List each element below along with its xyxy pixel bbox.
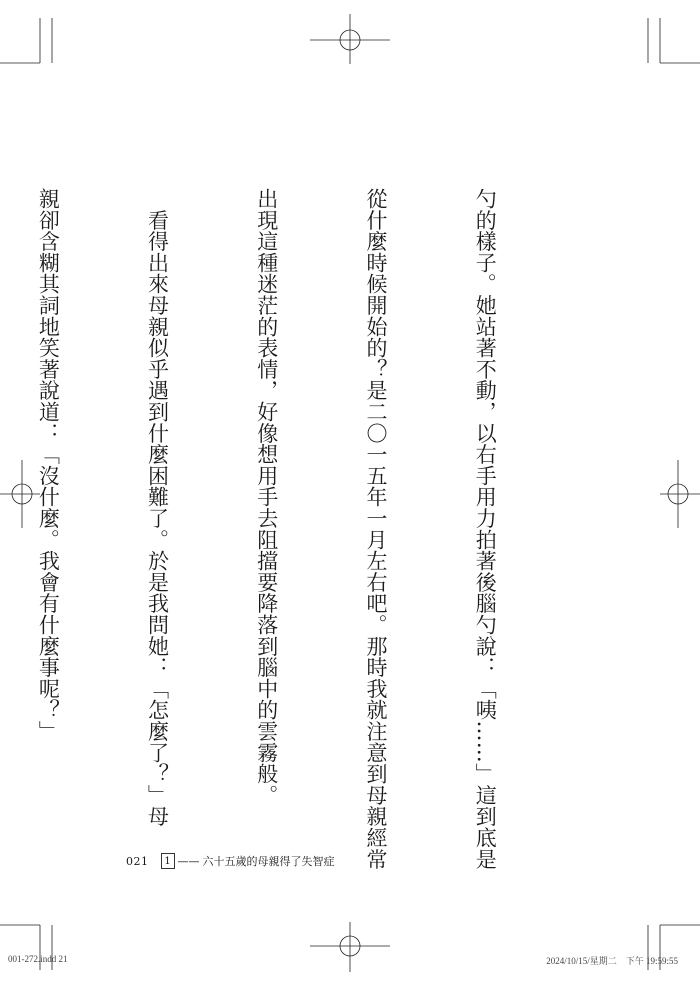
page-footer <box>126 853 335 869</box>
text-line: 從什麼時候開始的？是二〇一五年一月左右吧。那時我就注意到母親經常 <box>363 188 388 870</box>
slug-timestamp: 2024/10/15/星期二 下午 19:59:55 <box>546 956 678 966</box>
text-line: 出現這種迷茫的表情，好像想用手去阻擋要降落到腦中的雲霧般。 <box>254 188 279 806</box>
text-line: 看得出來母親似乎遇到什麼困難了。於是我問她：「怎麼了？」母 <box>145 188 170 827</box>
page-number: 021 <box>126 854 149 868</box>
text-line: 親卻含糊其詞地笑著說道：「沒什麼。我會有什麼事呢？」 <box>36 188 61 742</box>
chapter-number-box: 1 <box>161 853 175 869</box>
registration-target-right <box>660 460 700 528</box>
registration-target-bottom <box>310 922 390 972</box>
text-line: 勺的樣子。她站著不動，以右手用力拍著後腦勺說：「咦……」這到底是 <box>473 188 498 870</box>
divider-dash: —— <box>177 854 200 868</box>
running-title: 六十五歲的母親得了失智症 <box>202 855 335 868</box>
slug-filename: 001-272.indd 21 <box>8 954 68 964</box>
registration-target-top <box>310 14 390 64</box>
